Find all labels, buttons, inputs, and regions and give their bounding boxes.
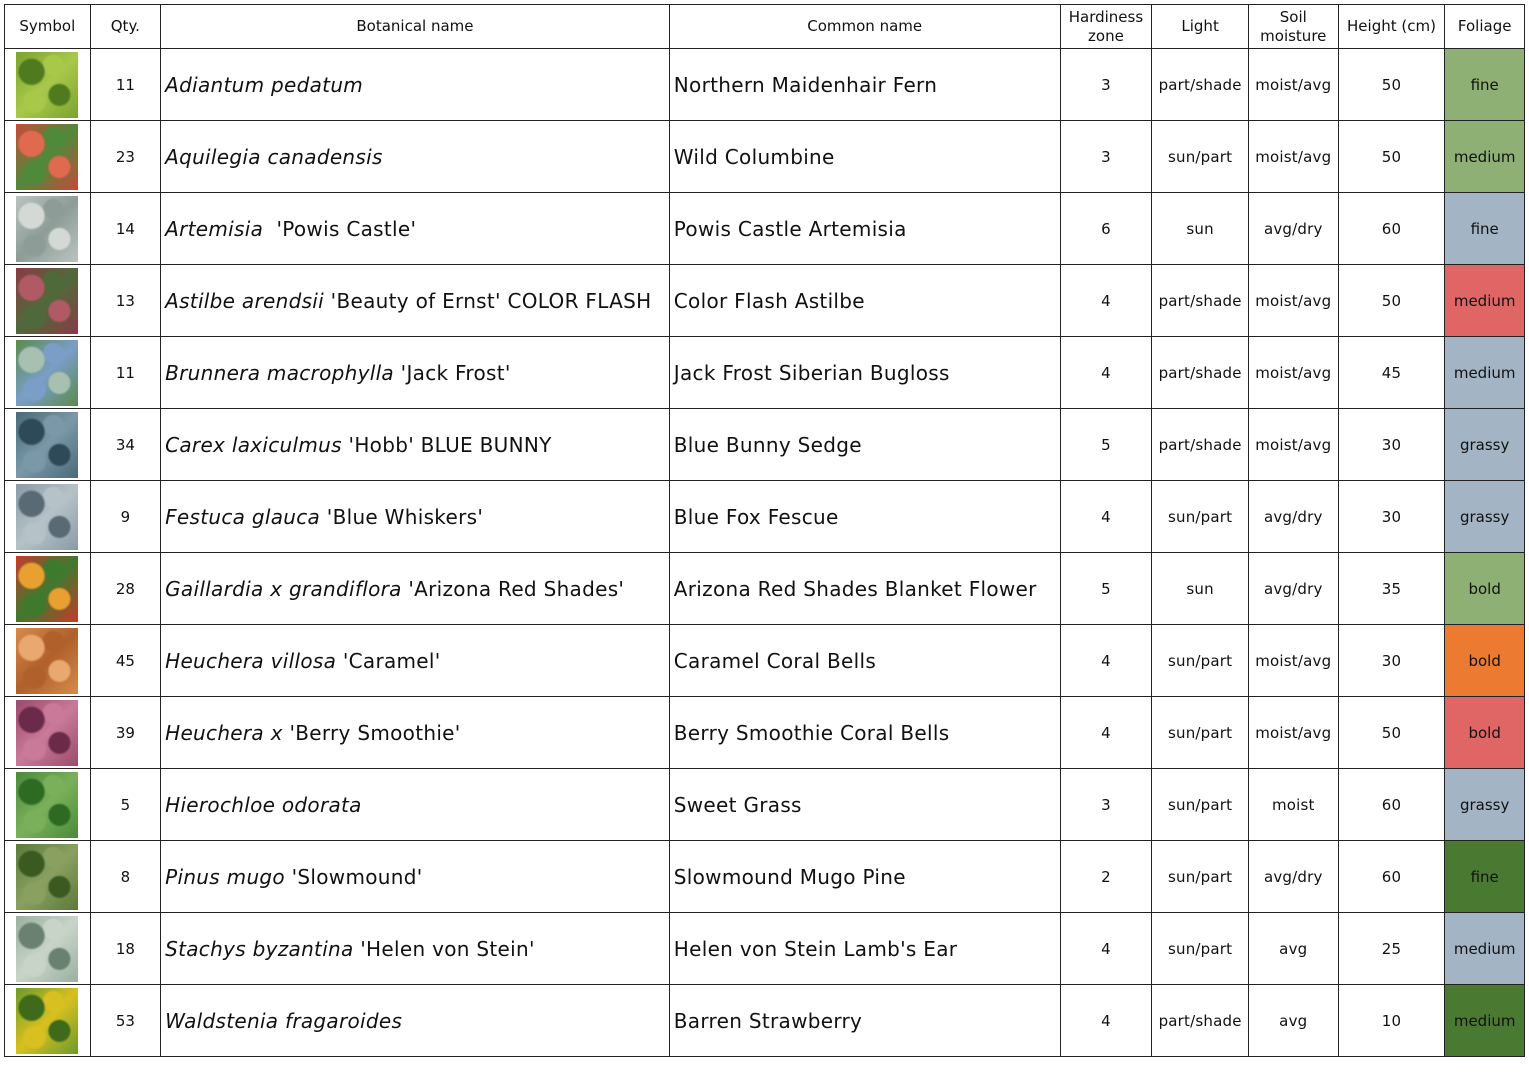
soil-moisture-cell: moist/avg [1248, 121, 1338, 193]
table-row [5, 625, 1525, 697]
hardiness-zone-cell: 5 [1060, 409, 1152, 481]
header-common-name: Common name [669, 5, 1060, 49]
table-row [5, 841, 1525, 913]
height-cell: 30 [1338, 481, 1445, 553]
botanical-genus: Heuchera villosa [165, 648, 337, 673]
botanical-cultivar: 'Slowmound' [284, 864, 423, 889]
common-name-cell: Arizona Red Shades Blanket Flower [669, 553, 1060, 625]
light-cell: part/shade [1152, 985, 1249, 1057]
soil-moisture-cell: avg/dry [1248, 553, 1338, 625]
common-name-cell: Slowmound Mugo Pine [669, 841, 1060, 913]
header-height: Height (cm) [1338, 5, 1445, 49]
soil-moisture-cell: moist/avg [1248, 625, 1338, 697]
table-row [5, 265, 1525, 337]
foliage-cell: grassy [1445, 769, 1525, 841]
common-name-cell: Berry Smoothie Coral Bells [669, 697, 1060, 769]
botanical-genus: Aquilegia canadensis [165, 144, 383, 169]
common-name-cell: Blue Fox Fescue [669, 481, 1060, 553]
botanical-genus: Stachys byzantina [165, 936, 354, 961]
botanical-name-cell [161, 625, 670, 697]
common-name-cell: Jack Frost Siberian Bugloss [669, 337, 1060, 409]
botanical-genus: Brunnera macrophylla [165, 360, 394, 385]
botanical-genus: Hierochloe odorata [165, 792, 362, 817]
header-hardiness-line2: zone [1088, 26, 1124, 45]
hardiness-zone-cell: 3 [1060, 121, 1152, 193]
table-row [5, 769, 1525, 841]
height-cell: 30 [1338, 409, 1445, 481]
symbol-cell [5, 121, 91, 193]
plant-thumbnail [16, 844, 78, 910]
qty-cell: 11 [90, 337, 161, 409]
soil-moisture-cell: moist/avg [1248, 697, 1338, 769]
table-row [5, 697, 1525, 769]
height-cell: 30 [1338, 625, 1445, 697]
symbol-cell [5, 337, 91, 409]
qty-cell: 23 [90, 121, 161, 193]
botanical-genus: Astilbe arendsii [165, 288, 325, 313]
header-botanical-name: Botanical name [161, 5, 670, 49]
botanical-name-cell [161, 697, 670, 769]
plant-thumbnail [16, 412, 78, 478]
foliage-cell: grassy [1445, 481, 1525, 553]
foliage-cell: medium [1445, 913, 1525, 985]
light-cell: part/shade [1152, 49, 1249, 121]
botanical-name-cell [161, 265, 670, 337]
plant-thumbnail [16, 916, 78, 982]
symbol-cell [5, 769, 91, 841]
botanical-genus: Artemisia [165, 216, 264, 241]
foliage-cell: medium [1445, 265, 1525, 337]
botanical-name-cell [161, 769, 670, 841]
header-hardiness-zone [1060, 5, 1152, 49]
botanical-genus: Carex laxiculmus [165, 432, 342, 457]
hardiness-zone-cell: 4 [1060, 697, 1152, 769]
common-name-cell: Blue Bunny Sedge [669, 409, 1060, 481]
plant-thumbnail [16, 772, 78, 838]
botanical-name-cell [161, 553, 670, 625]
botanical-genus: Heuchera x [165, 720, 283, 745]
soil-moisture-cell: moist [1248, 769, 1338, 841]
soil-moisture-cell: moist/avg [1248, 49, 1338, 121]
botanical-name-cell [161, 481, 670, 553]
qty-cell: 39 [90, 697, 161, 769]
height-cell: 35 [1338, 553, 1445, 625]
hardiness-zone-cell: 5 [1060, 553, 1152, 625]
symbol-cell [5, 481, 91, 553]
common-name-cell: Helen von Stein Lamb's Ear [669, 913, 1060, 985]
symbol-cell [5, 985, 91, 1057]
hardiness-zone-cell: 4 [1060, 265, 1152, 337]
hardiness-zone-cell: 3 [1060, 49, 1152, 121]
foliage-cell: medium [1445, 337, 1525, 409]
header-soil-moisture [1248, 5, 1338, 49]
botanical-cultivar: 'Helen von Stein' [353, 936, 535, 961]
height-cell: 45 [1338, 337, 1445, 409]
qty-cell: 13 [90, 265, 161, 337]
botanical-cultivar: 'Powis Castle' [263, 216, 417, 241]
light-cell: sun [1152, 193, 1249, 265]
hardiness-zone-cell: 6 [1060, 193, 1152, 265]
common-name-cell: Powis Castle Artemisia [669, 193, 1060, 265]
plant-thumbnail [16, 628, 78, 694]
hardiness-zone-cell: 2 [1060, 841, 1152, 913]
light-cell: part/shade [1152, 337, 1249, 409]
light-cell: sun/part [1152, 625, 1249, 697]
soil-moisture-cell: moist/avg [1248, 409, 1338, 481]
botanical-name-cell [161, 985, 670, 1057]
qty-cell: 28 [90, 553, 161, 625]
common-name-cell: Wild Columbine [669, 121, 1060, 193]
qty-cell: 8 [90, 841, 161, 913]
botanical-genus: Adiantum pedatum [165, 72, 364, 97]
hardiness-zone-cell: 4 [1060, 985, 1152, 1057]
symbol-cell [5, 553, 91, 625]
botanical-name-cell [161, 337, 670, 409]
light-cell: sun/part [1152, 769, 1249, 841]
plant-thumbnail [16, 484, 78, 550]
height-cell: 60 [1338, 193, 1445, 265]
table-row [5, 337, 1525, 409]
qty-cell: 53 [90, 985, 161, 1057]
botanical-cultivar: 'Blue Whiskers' [320, 504, 484, 529]
botanical-cultivar: 'Beauty of Ernst' COLOR FLASH [324, 288, 652, 313]
soil-moisture-cell: avg/dry [1248, 481, 1338, 553]
botanical-name-cell [161, 913, 670, 985]
hardiness-zone-cell: 3 [1060, 769, 1152, 841]
header-foliage: Foliage [1445, 5, 1525, 49]
soil-moisture-cell: avg/dry [1248, 193, 1338, 265]
hardiness-zone-cell: 4 [1060, 625, 1152, 697]
table-row [5, 409, 1525, 481]
foliage-cell: medium [1445, 985, 1525, 1057]
hardiness-zone-cell: 4 [1060, 913, 1152, 985]
plant-thumbnail [16, 700, 78, 766]
height-cell: 25 [1338, 913, 1445, 985]
symbol-cell [5, 49, 91, 121]
foliage-cell: fine [1445, 841, 1525, 913]
header-hardiness-line1: Hardiness [1068, 7, 1144, 26]
table-row [5, 49, 1525, 121]
plant-thumbnail [16, 52, 78, 118]
light-cell: sun/part [1152, 481, 1249, 553]
plant-rows [5, 49, 1525, 1057]
plant-thumbnail [16, 124, 78, 190]
symbol-cell [5, 913, 91, 985]
botanical-cultivar: 'Berry Smoothie' [282, 720, 461, 745]
foliage-cell: bold [1445, 553, 1525, 625]
plant-list-table [4, 4, 1525, 1057]
soil-moisture-cell: avg [1248, 985, 1338, 1057]
botanical-name-cell [161, 121, 670, 193]
foliage-cell: bold [1445, 625, 1525, 697]
qty-cell: 18 [90, 913, 161, 985]
foliage-cell: fine [1445, 49, 1525, 121]
table-row [5, 553, 1525, 625]
plant-thumbnail [16, 340, 78, 406]
foliage-cell: bold [1445, 697, 1525, 769]
light-cell: sun/part [1152, 697, 1249, 769]
foliage-cell: fine [1445, 193, 1525, 265]
symbol-cell [5, 625, 91, 697]
light-cell: sun/part [1152, 121, 1249, 193]
hardiness-zone-cell: 4 [1060, 337, 1152, 409]
common-name-cell: Northern Maidenhair Fern [669, 49, 1060, 121]
qty-cell: 11 [90, 49, 161, 121]
plant-thumbnail [16, 196, 78, 262]
symbol-cell [5, 409, 91, 481]
symbol-cell [5, 697, 91, 769]
hardiness-zone-cell: 4 [1060, 481, 1152, 553]
qty-cell: 45 [90, 625, 161, 697]
height-cell: 50 [1338, 49, 1445, 121]
header-qty: Qty. [90, 5, 161, 49]
height-cell: 50 [1338, 265, 1445, 337]
soil-moisture-cell: moist/avg [1248, 337, 1338, 409]
botanical-name-cell [161, 193, 670, 265]
plant-thumbnail [16, 556, 78, 622]
table-row [5, 913, 1525, 985]
table-row [5, 985, 1525, 1057]
qty-cell: 14 [90, 193, 161, 265]
foliage-cell: medium [1445, 121, 1525, 193]
botanical-genus: Waldstenia fragaroides [165, 1008, 403, 1033]
soil-moisture-cell: moist/avg [1248, 265, 1338, 337]
height-cell: 60 [1338, 769, 1445, 841]
botanical-genus: Gaillardia x grandiflora [165, 576, 402, 601]
botanical-name-cell [161, 49, 670, 121]
header-soil-line1: Soil [1279, 7, 1307, 26]
botanical-cultivar: 'Hobb' BLUE BUNNY [341, 432, 552, 457]
symbol-cell [5, 265, 91, 337]
table-row [5, 121, 1525, 193]
botanical-cultivar: 'Arizona Red Shades' [401, 576, 625, 601]
header-soil-line2: moisture [1260, 26, 1327, 45]
header-row [5, 5, 1525, 49]
soil-moisture-cell: avg/dry [1248, 841, 1338, 913]
header-light: Light [1152, 5, 1249, 49]
symbol-cell [5, 841, 91, 913]
qty-cell: 9 [90, 481, 161, 553]
soil-moisture-cell: avg [1248, 913, 1338, 985]
botanical-name-cell [161, 841, 670, 913]
table-row [5, 193, 1525, 265]
light-cell: sun/part [1152, 913, 1249, 985]
light-cell: sun [1152, 553, 1249, 625]
plant-thumbnail [16, 268, 78, 334]
height-cell: 10 [1338, 985, 1445, 1057]
light-cell: part/shade [1152, 265, 1249, 337]
botanical-cultivar: 'Caramel' [336, 648, 441, 673]
botanical-name-cell [161, 409, 670, 481]
table-row [5, 481, 1525, 553]
common-name-cell: Barren Strawberry [669, 985, 1060, 1057]
common-name-cell: Caramel Coral Bells [669, 625, 1060, 697]
light-cell: part/shade [1152, 409, 1249, 481]
qty-cell: 34 [90, 409, 161, 481]
symbol-cell [5, 193, 91, 265]
botanical-genus: Pinus mugo [165, 864, 285, 889]
botanical-cultivar: 'Jack Frost' [394, 360, 511, 385]
height-cell: 60 [1338, 841, 1445, 913]
light-cell: sun/part [1152, 841, 1249, 913]
botanical-genus: Festuca glauca [165, 504, 321, 529]
foliage-cell: grassy [1445, 409, 1525, 481]
common-name-cell: Sweet Grass [669, 769, 1060, 841]
height-cell: 50 [1338, 121, 1445, 193]
header-symbol: Symbol [5, 5, 91, 49]
plant-thumbnail [16, 988, 78, 1054]
common-name-cell: Color Flash Astilbe [669, 265, 1060, 337]
qty-cell: 5 [90, 769, 161, 841]
height-cell: 50 [1338, 697, 1445, 769]
